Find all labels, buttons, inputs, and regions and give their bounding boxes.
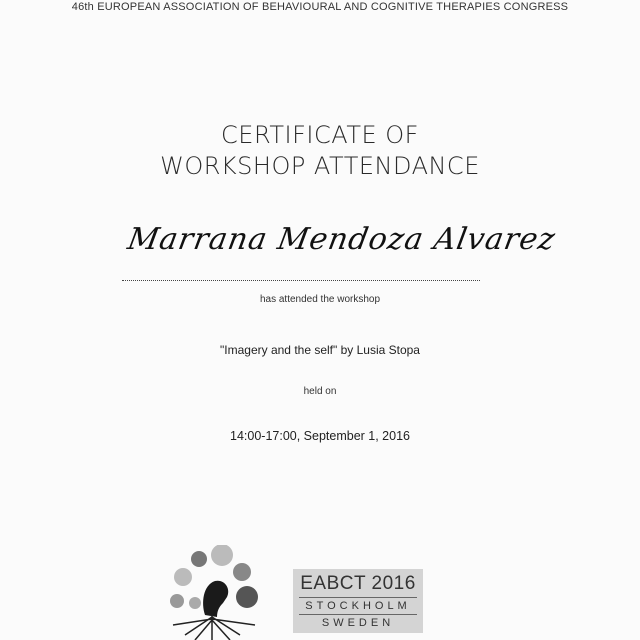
name-dotted-line xyxy=(122,280,480,281)
tree-head-logo-icon xyxy=(165,545,265,640)
title-line-2: WORKSHOP ATTENDANCE xyxy=(160,152,480,180)
certificate-title xyxy=(0,120,640,182)
badge-line-2: STOCKHOLM xyxy=(305,600,411,612)
eabct-badge xyxy=(293,569,423,633)
held-on-text: held on xyxy=(303,386,337,397)
badge-divider xyxy=(299,597,417,598)
congress-header: 46th EUROPEAN ASSOCIATION OF BEHAVIOURAL AND COGNITIVE THERAPIES CONGRESS xyxy=(71,1,569,13)
badge-line-3: SWEDEN xyxy=(321,617,395,629)
attended-text: has attended the workshop xyxy=(259,294,381,305)
recipient-name-signature: Marrana Mendoza Alvarez xyxy=(124,222,559,257)
workshop-title: "Imagery and the self" by Lusia Stopa xyxy=(220,343,420,357)
title-line-1: CERTIFICATE OF xyxy=(221,121,419,149)
badge-line-1: EABCT 2016 xyxy=(300,573,416,594)
workshop-date: 14:00-17:00, September 1, 2016 xyxy=(230,429,410,443)
badge-divider xyxy=(299,614,417,615)
